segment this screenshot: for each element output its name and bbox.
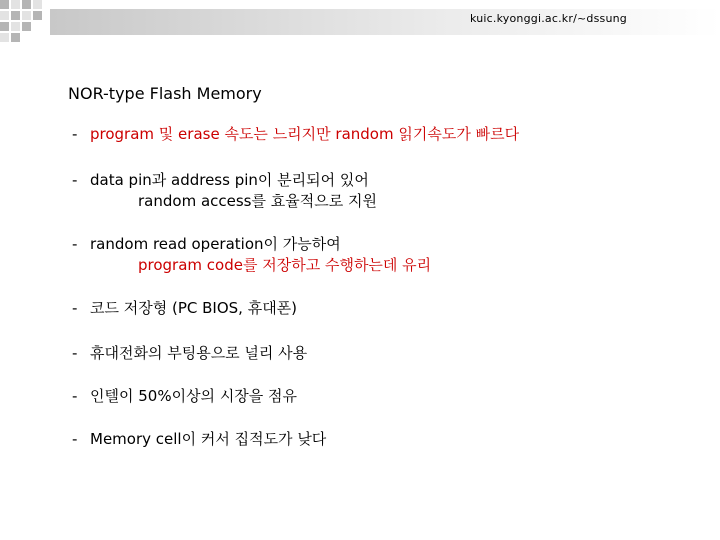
bullet-continuation: random access를 효율적으로 지원 <box>138 192 377 210</box>
bullet-dash: - <box>72 171 78 189</box>
bullet-dash: - <box>72 430 78 448</box>
deco-square <box>33 0 42 9</box>
bullet-text: 코드 저장형 (PC BIOS, 휴대폰) <box>90 299 298 317</box>
bullet-item <box>72 386 297 407</box>
deco-square <box>11 0 20 9</box>
deco-square <box>11 22 20 31</box>
bullet-item <box>72 429 326 450</box>
bullet-text: data pin과 address pin이 분리되어 있어 <box>90 171 369 189</box>
bullet-item <box>72 298 297 319</box>
bullet-text: random read operation이 가능하여 <box>90 235 341 253</box>
bullet-dash: - <box>72 235 78 253</box>
slide-title: NOR-type Flash Memory <box>68 84 262 103</box>
bullet-item <box>72 343 307 364</box>
header-url: kuic.kyonggi.ac.kr/~dssung <box>470 12 627 25</box>
header-decoration <box>0 0 720 60</box>
deco-square <box>0 33 9 42</box>
bullet-text: Memory cell이 커서 집적도가 낮다 <box>90 430 327 448</box>
bullet-text: program 및 erase 속도는 느리지만 random 읽기속도가 빠르다 <box>90 125 520 143</box>
bullet-dash: - <box>72 125 78 143</box>
deco-square <box>11 11 20 20</box>
bullet-text: 휴대전화의 부팅용으로 널리 사용 <box>90 344 308 362</box>
deco-square <box>0 0 9 9</box>
bullet-dash: - <box>72 299 78 317</box>
deco-square <box>22 0 31 9</box>
deco-square <box>22 11 31 20</box>
bullet-text: 인텔이 50%이상의 시장을 점유 <box>90 387 298 405</box>
deco-square <box>0 22 9 31</box>
bullet-item <box>72 170 377 212</box>
bullet-continuation: program code를 저장하고 수행하는데 유리 <box>138 256 432 274</box>
deco-square <box>33 11 42 20</box>
deco-square <box>22 22 31 31</box>
bullet-dash: - <box>72 387 78 405</box>
bullet-item <box>72 124 519 145</box>
bullet-item <box>72 234 431 276</box>
deco-square <box>0 11 9 20</box>
bullet-dash: - <box>72 344 78 362</box>
deco-square <box>11 33 20 42</box>
